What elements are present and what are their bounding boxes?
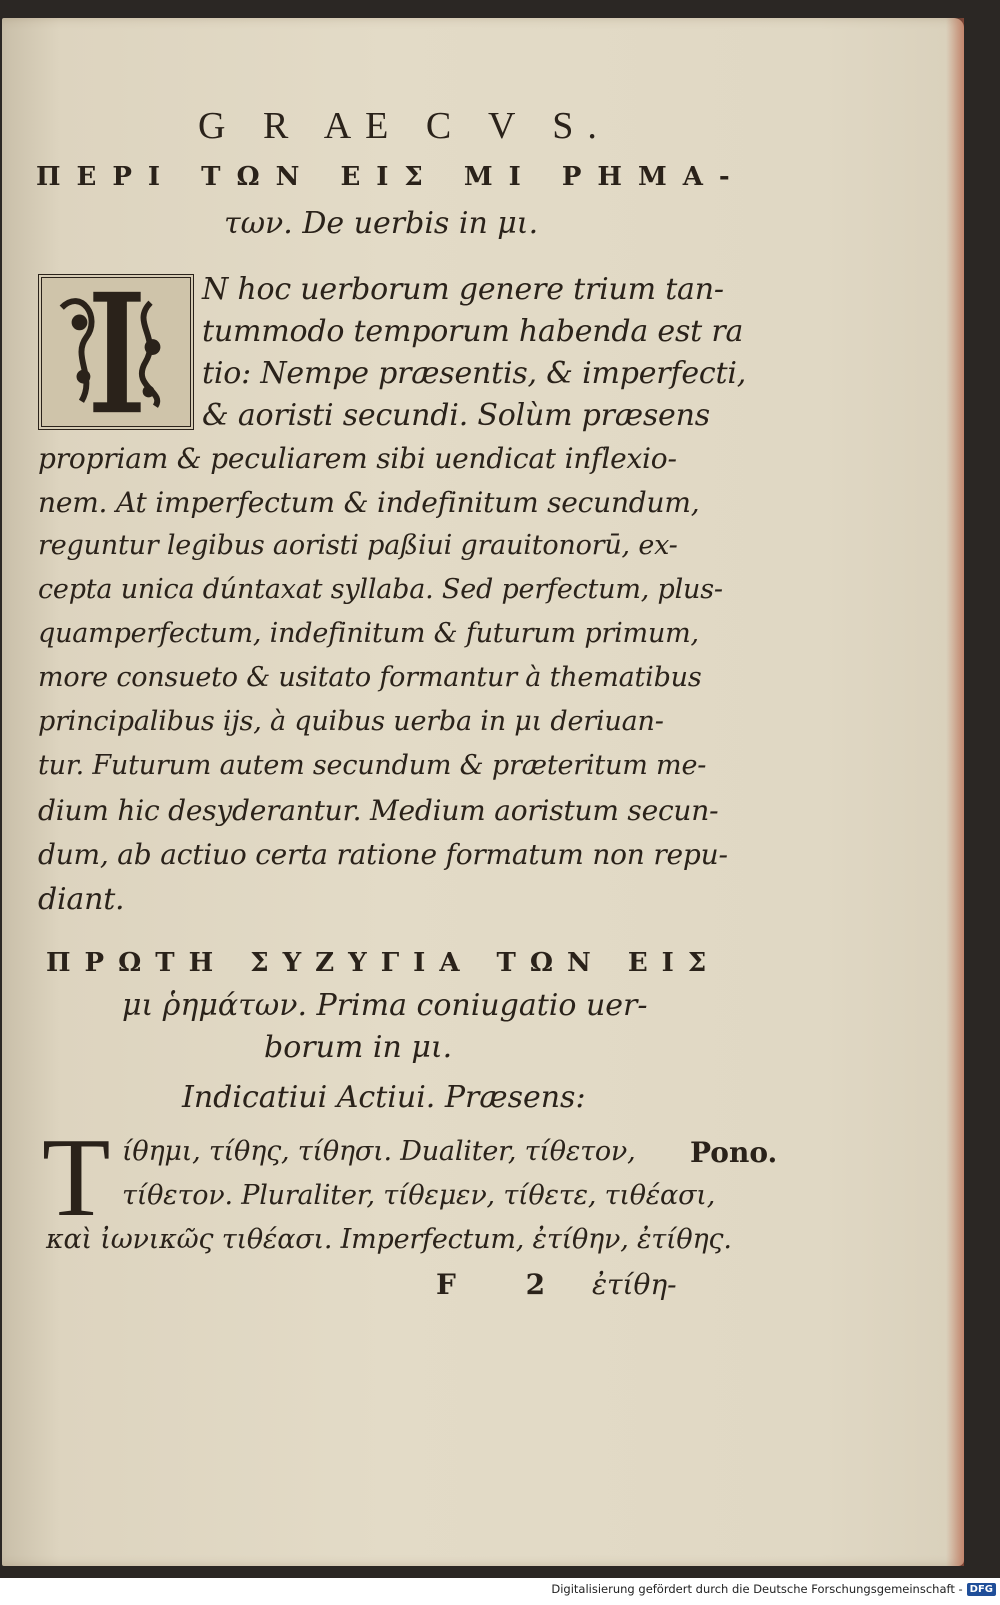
margin-note: Pono. xyxy=(690,1136,778,1169)
book-page xyxy=(2,18,964,1566)
paradigm-line: τίθετον. Pluraliter, τίθεμεν, τίθετε, τιθέασι, xyxy=(122,1180,716,1211)
credit-text: Digitalisierung gefördert durch die Deutsche Forschungsgemeinschaft - xyxy=(551,1582,963,1596)
text-line: tio: Nempe præsentis, & imperfecti, xyxy=(202,356,747,391)
text-line: principalibus ijs, à quibus uerba in μι deriuan- xyxy=(38,706,664,737)
page-edge xyxy=(946,18,964,1566)
running-head: G R AE C V S. xyxy=(198,105,611,147)
initial-letter-t: T xyxy=(42,1116,111,1240)
paradigm-line: καὶ ἰωνικῶς τιθέασι. Imperfectum, ἐτίθην, ἐτίθης. xyxy=(46,1224,732,1255)
text-line: tur. Futurum autem secundum & præteritum me- xyxy=(38,750,707,781)
section-title-line-2: μι ῥημάτων. Prima coniugatio uer- xyxy=(122,988,648,1023)
text-line: tummodo temporum habenda est ra xyxy=(202,314,744,349)
decorated-initial-art xyxy=(42,278,190,426)
dfg-logo: DFG xyxy=(967,1583,996,1596)
chapter-title-latin: των. De uerbis in μι. xyxy=(224,206,539,241)
text-line: quamperfectum, indefinitum & futurum primum, xyxy=(38,618,699,649)
text-line: diant. xyxy=(38,882,125,917)
section-title-greek: ΠΡΩΤΗ ΣΥΖΥΓΙΑ ΤΩΝ ΕΙΣ xyxy=(46,948,721,978)
text-line: reguntur legibus aoristi paßiui grauitonorū, ex- xyxy=(38,530,678,561)
catchword: ἐτίθη- xyxy=(592,1268,677,1301)
digitization-credit xyxy=(551,1582,996,1596)
text-line: cepta unica dúntaxat syllaba. Sed perfectum, plus- xyxy=(38,574,723,605)
text-line: more consueto & usitato formantur à thematibus xyxy=(38,662,702,693)
paradigm-heading: Indicatiui Actiui. Præsens: xyxy=(182,1080,586,1115)
text-line: N hoc uerborum genere trium tan- xyxy=(202,272,724,307)
section-title-line-3: borum in μι. xyxy=(264,1030,453,1065)
text-line: dium hic desyderantur. Medium aoristum secun- xyxy=(38,794,719,827)
text-line: dum, ab actiuo certa ratione formatum non repu- xyxy=(38,838,728,871)
text-line: & aoristi secundi. Solùm præsens xyxy=(202,398,710,433)
decorated-initial-i xyxy=(38,274,194,430)
text-line: nem. At imperfectum & indefinitum secundum, xyxy=(38,486,700,519)
paradigm-line: ίθημι, τίθης, τίθησι. Dualiter, τίθετον, xyxy=(122,1136,636,1167)
signature-mark: F 2 xyxy=(436,1268,576,1301)
text-line: propriam & peculiarem sibi uendicat inflexio- xyxy=(38,442,677,475)
chapter-title-greek: ΠΕΡΙ ΤΩΝ ΕΙΣ ΜΙ ΡΗΜΑ- xyxy=(36,162,746,192)
